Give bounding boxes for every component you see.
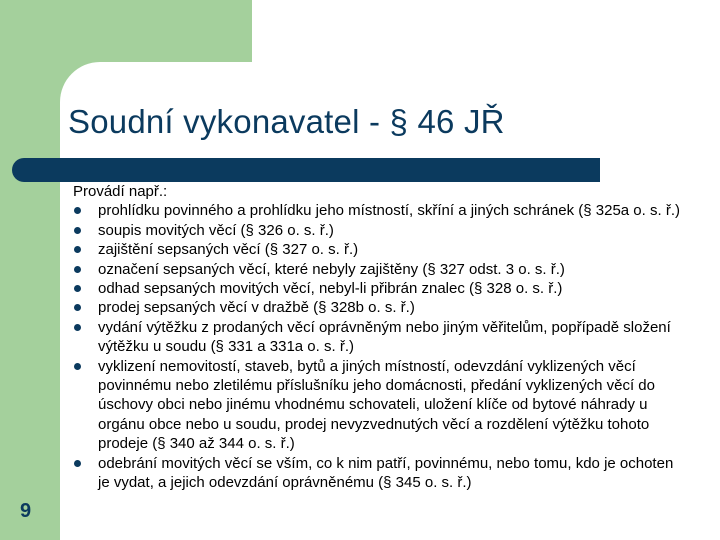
bullet-item — [73, 240, 688, 259]
bullet-dot-icon — [74, 460, 81, 467]
bullet-item — [73, 221, 688, 240]
bullet-text: odhad sepsaných movitých věcí, nebyl-li přibrán znalec (§ 328 o. s. ř.) — [98, 280, 563, 298]
bullet-list — [73, 201, 688, 492]
bullet-item — [73, 201, 688, 220]
bullet-text: vydání výtěžku z prodaných věcí oprávněným nebo jiným věřitelům, popřípadě složení výtěžku u soudu (§ 331 a 331a o. s. ř.) — [98, 318, 671, 356]
bullet-text: prodej sepsaných věcí v dražbě (§ 328b o. s. ř.) — [98, 299, 415, 317]
bullet-text: zajištění sepsaných věcí (§ 327 o. s. ř.) — [98, 241, 359, 259]
bullet-dot-icon — [74, 266, 81, 273]
bullet-dot-icon — [74, 285, 81, 292]
bullet-item — [73, 298, 688, 317]
bullet-dot-icon — [74, 304, 81, 311]
bullet-item — [73, 454, 688, 493]
bullet-dot-icon — [74, 246, 81, 253]
slide-number: 9 — [20, 500, 32, 522]
bullet-dot-icon — [74, 207, 81, 214]
bullet-dot-icon — [74, 363, 81, 370]
bullet-dot-icon — [74, 324, 81, 331]
intro-text: Provádí např.: — [73, 183, 168, 200]
bullet-text: označení sepsaných věcí, které nebyly zajištěny (§ 327 odst. 3 o. s. ř.) — [98, 260, 565, 278]
bullet-text: prohlídku povinného a prohlídku jeho místností, skříní a jiných schránek (§ 325a o. s. ř.) — [98, 202, 680, 220]
bullet-text: soupis movitých věcí (§ 326 o. s. ř.) — [98, 221, 334, 239]
bullet-item — [73, 260, 688, 279]
bullet-text: odebrání movitých věcí se vším, co k nim patří, povinnému, nebo tomu, kdo je ochoten je vydat, a jejich odevzdání oprávněnému (§ 345 o. s. ř.) — [98, 454, 674, 492]
bullet-item — [73, 318, 688, 357]
slide-title: Soudní vykonavatel - § 46 JŘ — [68, 103, 505, 140]
bullet-dot-icon — [74, 227, 81, 234]
bullet-item — [73, 279, 688, 298]
bullet-text: vyklizení nemovitostí, staveb, bytů a jiných místností, odevzdání vyklizených věcí povinnému nebo zletilému příslušníku jeho domácnosti, předání vyklizených věcí do úschovy obci nebo jinému vhodnému schovateli, uložení klíče od bytové náhrady u orgánu obce nebo u soudu, prodej nevyzvednutých věcí a rozdělení výtěžku tohoto prodeje (§ 340 až 344 o. s. ř.) — [98, 357, 655, 453]
slide-body — [73, 182, 688, 493]
title-underline-bar — [12, 158, 600, 182]
bullet-item — [73, 357, 688, 454]
